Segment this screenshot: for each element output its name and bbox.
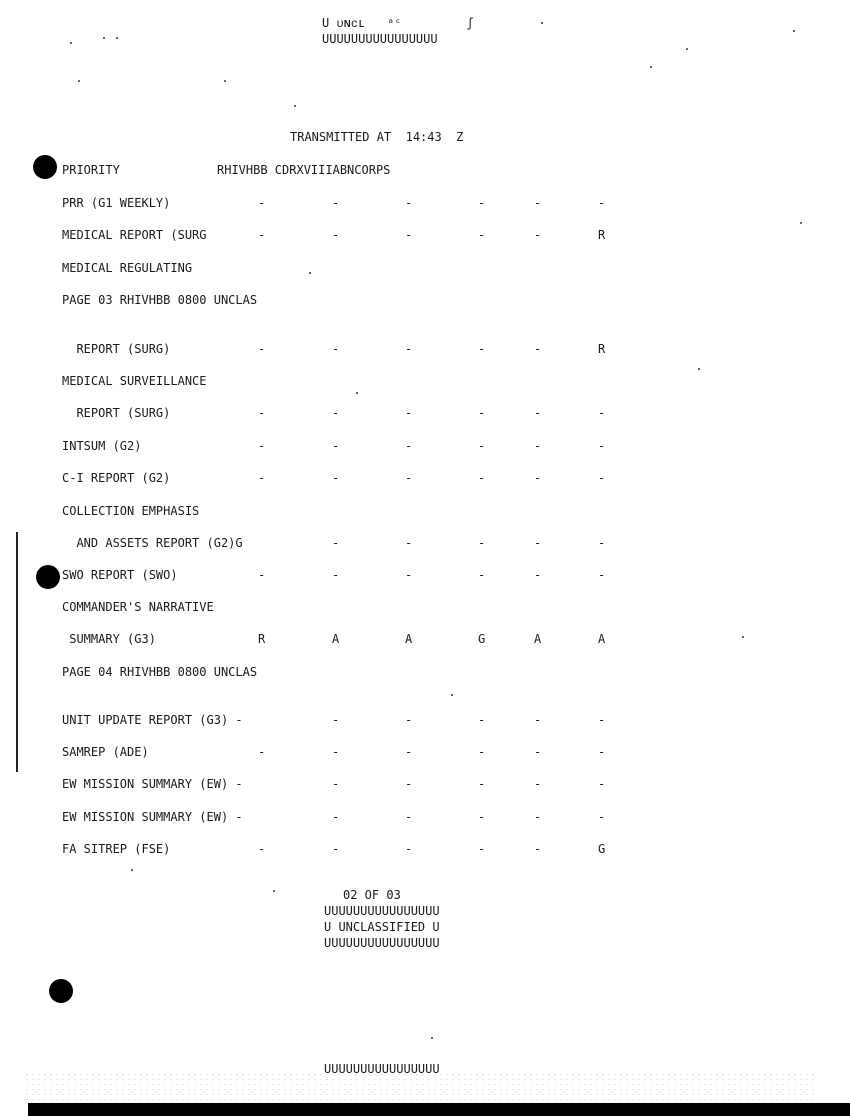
report-row-status: - bbox=[258, 439, 266, 453]
report-row-label: EW MISSION SUMMARY (EW) - bbox=[62, 810, 243, 824]
report-row-status: - bbox=[534, 713, 542, 727]
report-row-status: - bbox=[598, 568, 606, 582]
report-row-label: INTSUM (G2) bbox=[62, 439, 142, 453]
report-row-status: - bbox=[258, 196, 266, 210]
report-row-status: - bbox=[405, 228, 413, 242]
report-row bbox=[0, 374, 850, 390]
report-row-status: - bbox=[534, 342, 542, 356]
scan-speck bbox=[356, 392, 358, 394]
report-row-label: EW MISSION SUMMARY (EW) - bbox=[62, 777, 243, 791]
footer-u-band: UUUUUUUUUUUUUUUU bbox=[324, 904, 440, 918]
report-row-status: - bbox=[258, 745, 266, 759]
report-row-status: - bbox=[534, 439, 542, 453]
report-row-status: - bbox=[598, 536, 606, 550]
report-row-status: - bbox=[405, 406, 413, 420]
bottom-u-band: UUUUUUUUUUUUUUUU bbox=[324, 1062, 440, 1076]
report-row-status: - bbox=[478, 536, 486, 550]
report-row-status: - bbox=[534, 536, 542, 550]
punch-hole-dot bbox=[49, 979, 73, 1003]
report-row-status: - bbox=[478, 406, 486, 420]
report-row-status: - bbox=[332, 810, 340, 824]
scan-speck bbox=[541, 22, 543, 24]
page-count: 02 OF 03 bbox=[343, 888, 401, 902]
scan-speck bbox=[131, 869, 133, 871]
report-row-status: - bbox=[332, 745, 340, 759]
report-row-status: - bbox=[598, 713, 606, 727]
report-row-status: - bbox=[332, 568, 340, 582]
scan-edge-line bbox=[16, 532, 18, 772]
scan-bottom-bar bbox=[28, 1103, 850, 1116]
report-row-label: MEDICAL SURVEILLANCE bbox=[62, 374, 207, 388]
report-row bbox=[0, 504, 850, 520]
report-row-status: - bbox=[332, 536, 340, 550]
report-row-status: - bbox=[258, 228, 266, 242]
report-row-status: - bbox=[332, 777, 340, 791]
report-row-status: - bbox=[534, 810, 542, 824]
report-row-status: - bbox=[405, 536, 413, 550]
scan-speck bbox=[309, 272, 311, 274]
punch-hole-dot bbox=[36, 565, 60, 589]
report-row-label: PAGE 04 RHIVHBB 0800 UNCLAS bbox=[62, 665, 258, 679]
report-row-status: - bbox=[534, 406, 542, 420]
report-row-label: MEDICAL REGULATING bbox=[62, 261, 193, 275]
report-row-status: - bbox=[478, 713, 486, 727]
report-row bbox=[0, 196, 850, 212]
report-row-label: SAMREP (ADE) bbox=[62, 745, 149, 759]
scan-speck bbox=[224, 80, 226, 82]
report-row-status: - bbox=[332, 196, 340, 210]
report-row-status: G bbox=[598, 842, 606, 856]
header-fragment: U ᴜɴᴄʟ ᵃᶜ ʃ bbox=[322, 16, 474, 30]
report-row-status: - bbox=[332, 471, 340, 485]
report-row-status: - bbox=[405, 439, 413, 453]
report-row-label: FA SITREP (FSE) bbox=[62, 842, 171, 856]
scan-speck bbox=[70, 42, 72, 44]
scan-speck bbox=[451, 694, 453, 696]
report-row-label: C-I REPORT (G2) bbox=[62, 471, 171, 485]
report-row-label: AND ASSETS REPORT (G2)G bbox=[62, 536, 243, 550]
report-row-label: MEDICAL REPORT (SURG bbox=[62, 228, 207, 242]
scan-speck bbox=[650, 66, 652, 68]
report-row-status: - bbox=[534, 745, 542, 759]
report-row-status: - bbox=[332, 406, 340, 420]
header-u-band: UUUUUUUUUUUUUUUU bbox=[322, 32, 438, 46]
transmitted-at: TRANSMITTED AT 14:43 Z bbox=[290, 130, 464, 144]
report-row-status: - bbox=[332, 842, 340, 856]
report-row-status: - bbox=[478, 439, 486, 453]
scan-speck bbox=[793, 30, 795, 32]
report-row-status: - bbox=[534, 777, 542, 791]
report-row-status: A bbox=[332, 632, 340, 646]
report-row-status: - bbox=[405, 745, 413, 759]
report-row-status: - bbox=[598, 439, 606, 453]
report-row bbox=[0, 261, 850, 277]
report-row-status: - bbox=[598, 471, 606, 485]
report-row-label: REPORT (SURG) bbox=[62, 342, 171, 356]
report-row-status: - bbox=[332, 228, 340, 242]
scan-speck bbox=[686, 48, 688, 50]
report-row-status: - bbox=[405, 568, 413, 582]
routing-indicator: RHIVHBB CDRXVIIIABNCORPS bbox=[217, 163, 391, 177]
report-row-status: - bbox=[405, 777, 413, 791]
report-row-status: - bbox=[534, 471, 542, 485]
punch-hole-dot bbox=[33, 155, 57, 179]
report-row-status: - bbox=[332, 439, 340, 453]
report-row bbox=[0, 406, 850, 422]
report-row-status: - bbox=[478, 342, 486, 356]
report-row-status: - bbox=[534, 228, 542, 242]
footer-u-band-lower: UUUUUUUUUUUUUUUU bbox=[324, 936, 440, 950]
report-row bbox=[0, 293, 850, 309]
scan-speck bbox=[273, 890, 275, 892]
scan-speck bbox=[742, 636, 744, 638]
scan-noise bbox=[24, 1072, 814, 1100]
report-row-status: R bbox=[258, 632, 266, 646]
scan-speck bbox=[116, 37, 118, 39]
report-row-label: PRR (G1 WEEKLY) bbox=[62, 196, 171, 210]
report-row-status: - bbox=[405, 471, 413, 485]
report-row-status: - bbox=[478, 810, 486, 824]
report-row-status: - bbox=[258, 842, 266, 856]
report-row-label: PAGE 03 RHIVHBB 0800 UNCLAS bbox=[62, 293, 258, 307]
report-row-status: - bbox=[478, 777, 486, 791]
scan-speck bbox=[800, 222, 802, 224]
report-row-status: A bbox=[534, 632, 542, 646]
scan-speck bbox=[78, 80, 80, 82]
priority-label: PRIORITY bbox=[62, 163, 120, 177]
report-row-status: G bbox=[478, 632, 486, 646]
classification-marking: U UNCLASSIFIED U bbox=[324, 920, 440, 934]
report-row-status: - bbox=[258, 406, 266, 420]
report-row bbox=[0, 745, 850, 761]
report-row bbox=[0, 228, 850, 244]
report-row-status: R bbox=[598, 342, 606, 356]
report-row-status: - bbox=[478, 196, 486, 210]
report-row-status: - bbox=[534, 196, 542, 210]
report-row-status: - bbox=[332, 342, 340, 356]
report-row bbox=[0, 439, 850, 455]
report-row-status: - bbox=[405, 810, 413, 824]
report-row-status: A bbox=[598, 632, 606, 646]
report-row bbox=[0, 471, 850, 487]
report-row-status: - bbox=[598, 810, 606, 824]
report-row-label: UNIT UPDATE REPORT (G3) - bbox=[62, 713, 243, 727]
report-row-status: - bbox=[598, 777, 606, 791]
report-row-status: - bbox=[478, 842, 486, 856]
scan-speck bbox=[103, 37, 105, 39]
report-row bbox=[0, 568, 850, 584]
report-row bbox=[0, 600, 850, 616]
report-row-status: - bbox=[478, 228, 486, 242]
scan-speck bbox=[431, 1037, 433, 1039]
report-row-label: COLLECTION EMPHASIS bbox=[62, 504, 200, 518]
report-row-status: - bbox=[405, 713, 413, 727]
report-row-status: - bbox=[405, 842, 413, 856]
report-row-status: - bbox=[405, 342, 413, 356]
report-row-label: COMMANDER'S NARRATIVE bbox=[62, 600, 214, 614]
report-row-status: - bbox=[258, 568, 266, 582]
report-row bbox=[0, 632, 850, 648]
report-row bbox=[0, 777, 850, 793]
report-row-status: R bbox=[598, 228, 606, 242]
report-row-status: - bbox=[478, 471, 486, 485]
report-row-label: REPORT (SURG) bbox=[62, 406, 171, 420]
report-row bbox=[0, 342, 850, 358]
report-row-status: A bbox=[405, 632, 413, 646]
report-row-status: - bbox=[478, 568, 486, 582]
report-row-label: SWO REPORT (SWO) bbox=[62, 568, 178, 582]
report-row-status: - bbox=[598, 406, 606, 420]
report-row bbox=[0, 810, 850, 826]
scan-speck bbox=[294, 105, 296, 107]
report-row-status: - bbox=[478, 745, 486, 759]
report-row-status: - bbox=[534, 842, 542, 856]
report-row-status: - bbox=[258, 471, 266, 485]
report-row-label: SUMMARY (G3) bbox=[62, 632, 156, 646]
report-row bbox=[0, 536, 850, 552]
report-row-status: - bbox=[405, 196, 413, 210]
report-row bbox=[0, 665, 850, 681]
report-row-status: - bbox=[534, 568, 542, 582]
scan-speck bbox=[698, 368, 700, 370]
report-row bbox=[0, 713, 850, 729]
report-row-status: - bbox=[258, 342, 266, 356]
report-row bbox=[0, 842, 850, 858]
report-row-status: - bbox=[598, 196, 606, 210]
report-row-status: - bbox=[598, 745, 606, 759]
report-row-status: - bbox=[332, 713, 340, 727]
